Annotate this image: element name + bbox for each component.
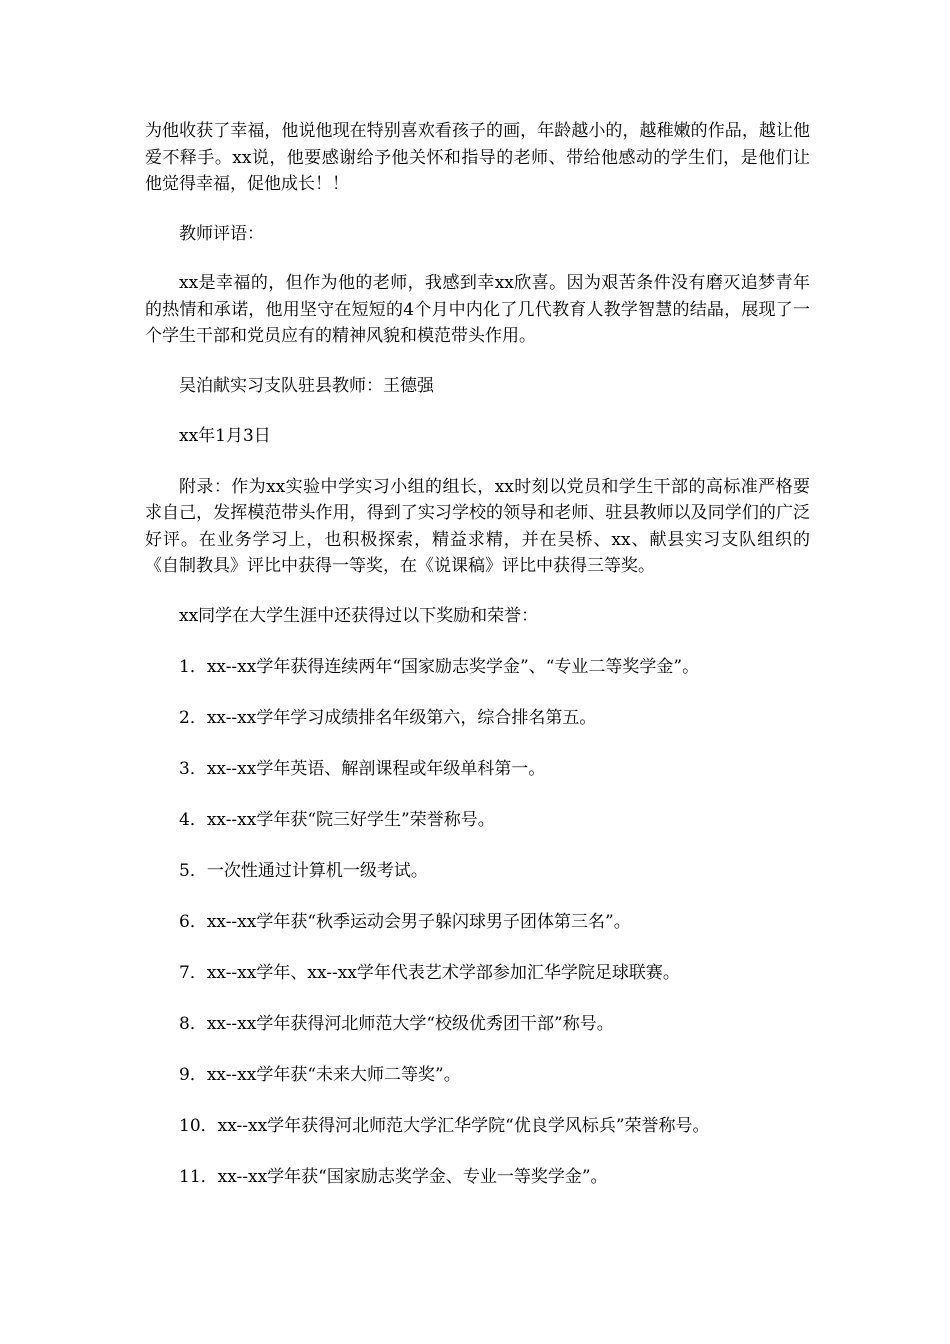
- paragraph-continuation: 为他收获了幸福，他说他现在特别喜欢看孩子的画，年龄越小的，越稚嫩的作品，越让他爱不释手。xx说，他要感谢给予他关怀和指导的老师、带给他感动的学生们，是他们让他觉得幸福，促他成长！！: [145, 121, 810, 194]
- list-item: 10．xx--xx学年获得河北师范大学汇华学院“优良学风标兵”荣誉称号。: [179, 1115, 710, 1136]
- list-item: 8．xx--xx学年获得河北师范大学“校级优秀团干部”称号。: [179, 1013, 614, 1034]
- list-item: 5．一次性通过计算机一级考试。: [179, 860, 428, 881]
- appendix-paragraph: 附录：作为xx实验中学实习小组的组长，xx时刻以党员和学生干部的高标准严格要求自己，发挥模范带头作用，得到了实习学校的领导和老师、驻县教师以及同学们的广泛好评。在业务学习上，也积极探索，精益求精，并在吴桥、xx、献县实习支队组织的《自制教具》评比中获得一等奖，在《说课稿》评比中获得三等奖。: [145, 476, 810, 576]
- teacher-signature: 吴泊献实习支队驻县教师：王德强: [179, 375, 434, 396]
- list-item: 2．xx--xx学年学习成绩排名年级第六，综合排名第五。: [179, 707, 597, 728]
- awards-intro: xx同学在大学生涯中还获得过以下奖励和荣誉：: [179, 605, 539, 626]
- list-item: 6．xx--xx学年获“秋季运动会男子躲闪球男子团体第三名”。: [179, 911, 631, 932]
- teacher-comment-heading: 教师评语：: [179, 223, 264, 244]
- signature-date: xx年1月3日: [179, 426, 271, 446]
- document-page: [145, 118, 810, 1190]
- teacher-comment-body: xx是幸福的，但作为他的老师，我感到幸xx欣喜。因为艰苦条件没有磨灭追梦青年的热情和承诺，他用坚守在短短的4个月中内化了几代教育人教学智慧的结晶，展现了一个学生干部和党员应有的精神风貌和模范带头作用。: [145, 273, 810, 346]
- list-item: 7．xx--xx学年、xx--xx学年代表艺术学部参加汇华学院足球联赛。: [179, 962, 680, 983]
- list-item: 4．xx--xx学年获“院三好学生”荣誉称号。: [179, 809, 495, 830]
- list-item: 9．xx--xx学年获“未来大师二等奖”。: [179, 1064, 461, 1085]
- list-item: 1．xx--xx学年获得连续两年“国家励志奖学金”、“专业二等奖学金”。: [179, 656, 700, 677]
- list-item: 3．xx--xx学年英语、解剖课程或年级单科第一。: [179, 758, 546, 779]
- awards-list: [145, 654, 810, 1191]
- list-item: 11．xx--xx学年获“国家励志奖学金、专业一等奖学金”。: [179, 1166, 608, 1187]
